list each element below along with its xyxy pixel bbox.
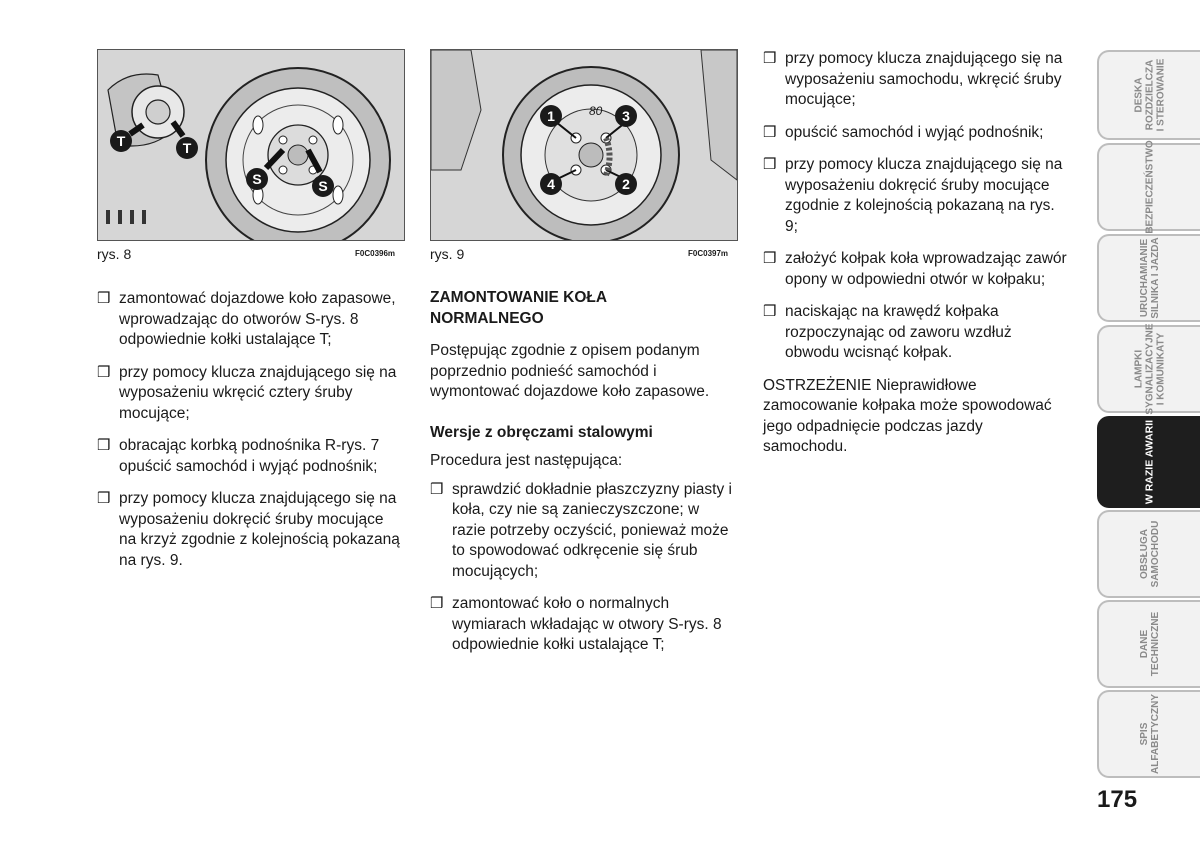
bolt-label-2: 2 [615,173,637,195]
list-item-text: przy pomocy klucza znajdującego się na wyposażeniu dokręcić śruby mocujące na krzyż zgodnie z kolejnością pokazaną na rys. 9. [119,490,400,569]
list-item [97,436,403,477]
figure-9-image [430,49,738,241]
tab-spis-alfabetyczny[interactable]: SPIS ALFABETYCZNY [1097,690,1200,778]
list-item-text: przy pomocy klucza znajdującego się na wyposażeniu wkręcić cztery śruby mocujące; [119,363,397,422]
figure-9-code: F0C0397m [688,249,729,258]
checkbox-bullet-icon: ❒ [763,156,777,173]
checkbox-bullet-icon: ❒ [763,50,777,67]
tire-marking: 80 [589,104,603,118]
figure-8-code: F0C0396m [355,249,396,258]
list-item-text: obracając korbką podnośnika R-rys. 7 opuścić samochód i wyjąć podnośnik; [119,437,380,475]
tab-w-razie-awarii[interactable]: W RAZIE AWARII [1097,416,1200,508]
list-item [763,123,1069,144]
list-item [763,302,1069,364]
checkbox-bullet-icon: ❒ [763,123,777,141]
page-number: 175 [1097,786,1138,813]
figure-8-caption: rys. 8 [97,246,132,262]
subsection-heading: Wersje z obręczami stalowymi [430,423,653,441]
list-item [97,489,403,571]
bolt-label-3: 3 [615,105,637,127]
checkbox-bullet-icon: ❒ [430,480,444,498]
list-item-text: założyć kołpak koła wprowadzając zawór opony w odpowiedni otwór w kołpaku; [785,250,1067,288]
label-t-2: T [176,137,198,159]
list-item-text: opuścić samochód i wyjąć podnośnik; [785,123,1044,141]
label-s-2: S [312,175,334,197]
list-item-text: przy pomocy klucza znajdującego się na wyposażeniu dokręcić śruby mocujące zgodnie z kolejnością pokazaną na rys. 9; [785,156,1063,235]
column-3 [763,49,1069,472]
list-item-text: zamontować dojazdowe koło zapasowe, wprowadzając do otworów S-rys. 8 odpowiednie kołki ustalające T; [119,290,396,348]
list-item [430,594,736,656]
checkbox-bullet-icon: ❒ [97,437,111,454]
figure-9-caption: rys. 9 [430,246,465,262]
list-item [97,363,403,425]
checkbox-bullet-icon: ❒ [430,595,444,612]
column-1 [97,289,403,583]
list-item [763,249,1069,290]
wheel-hub-illustration [98,50,404,240]
checkbox-bullet-icon: ❒ [97,363,111,381]
list-item [763,49,1069,111]
tab-obsluga[interactable]: OBSŁUGA SAMOCHODU [1097,510,1200,598]
tab-deska-rozdzielcza[interactable]: DESKA ROZDZIELCZA I STEROWANIE [1097,50,1200,140]
column-2 [430,288,736,668]
list-item-text: zamontować koło o normalnych wymiarach wkładając w otwory S-rys. 8 odpowiednie kołki ustalające T; [452,595,722,653]
list-item [430,480,736,583]
list-item [97,289,403,351]
bolt-label-4: 4 [540,173,562,195]
checkbox-bullet-icon: ❒ [763,250,777,267]
checkbox-bullet-icon: ❒ [97,290,111,307]
tab-bezpieczenstwo[interactable]: BEZPIECZEŃSTWO [1097,143,1200,231]
wheel-bolt-sequence-illustration [431,50,737,240]
warning-paragraph: OSTRZEŻENIE Nieprawidłowe zamocowanie kołpaka może spowodować jego odpadnięcie podczas jazdy samochodu. [763,376,1052,455]
procedure-text: Procedura jest następująca: [430,452,623,469]
section-heading: ZAMONTOWANIE KOŁA NORMALNEGO [430,289,607,327]
list-item-text: przy pomocy klucza znajdującego się na wyposażeniu samochodu, wkręcić śruby mocujące; [785,50,1063,108]
label-s-1: S [246,168,268,190]
tab-lampki[interactable]: LAMPKI SYGNALIZACYJNE I KOMUNIKATY [1097,325,1200,413]
checkbox-bullet-icon: ❒ [763,303,777,320]
tab-uruchamianie[interactable]: URUCHAMIANIE SILNIKA I JAZDA [1097,234,1200,322]
figure-8-image [97,49,405,241]
bolt-label-1: 1 [540,105,562,127]
intro-paragraph: Postępując zgodnie z opisem podanym poprzednio podnieść samochód i wymontować dojazdowe koło zapasowe. [430,342,710,400]
list-item-text: sprawdzić dokładnie płaszczyzny piasty i koła, czy nie są zanieczyszczone; w razie potrzeby oczyścić, ponieważ może to spowodować odkręcenie się śrub mocujących; [452,480,732,580]
list-item [763,155,1069,237]
checkbox-bullet-icon: ❒ [97,490,111,507]
tab-dane-techniczne[interactable]: DANE TECHNICZNE [1097,600,1200,688]
list-item-text: naciskając na krawędź kołpaka rozpoczynając od zaworu wzdłuż obwodu wcisnąć kołpak. [785,303,1012,361]
label-t-1: T [110,130,132,152]
